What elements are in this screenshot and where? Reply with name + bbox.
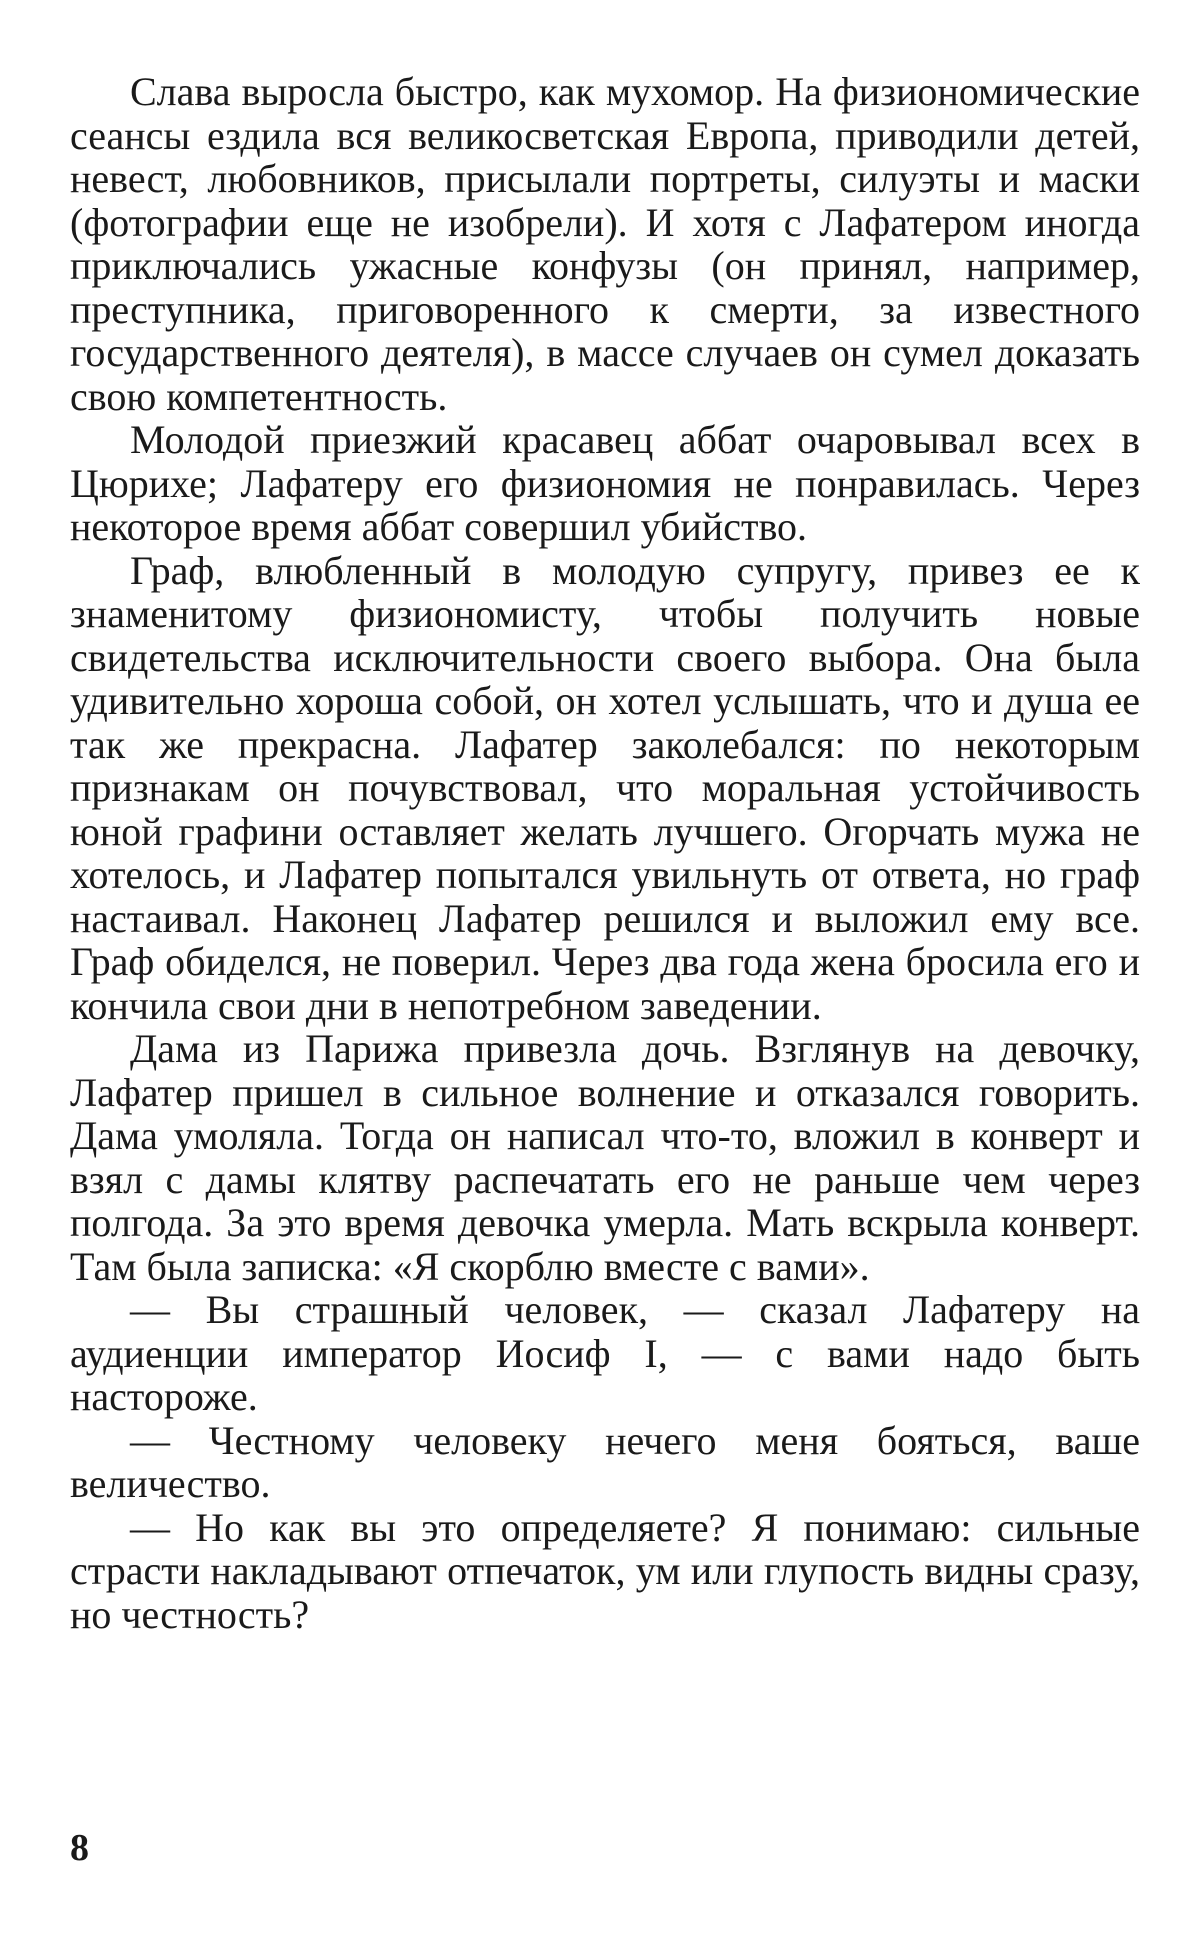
paragraph-5: — Вы страшный человек, — сказал Лафатеру на аудиенции император Иосиф I, — с вами надо быть настороже.: [70, 1287, 1140, 1419]
book-page: [70, 70, 1140, 1910]
body-text: [70, 70, 1140, 1636]
paragraph-1: Слава выросла быстро, как мухомор. На физиономические сеансы ездила вся великосветская Европа, приводили детей, невест, любовников, присылали портреты, силуэты и маски (фотографии еще не изобрели). И хотя с Лафатером иногда приключались ужасные конфузы (он принял, например, преступника, приговоренного к смерти, за известного государственного деятеля), в массе случаев он сумел доказать свою компетентность.: [70, 69, 1140, 419]
paragraph-4: Дама из Парижа привезла дочь. Взглянув на девочку, Лафатер пришел в сильное волнение и отказался говорить. Дама умоляла. Тогда он написал что-то, вложил в конверт и взял с дамы клятву распечатать его не раньше чем через полгода. За это время девочка умерла. Мать вскрыла конверт. Там была записка: «Я скорблю вместе с вами».: [70, 1026, 1140, 1289]
paragraph-2: Молодой приезжий красавец аббат очаровывал всех в Цюрихе; Лафатеру его физиономия не понравилась. Через некоторое время аббат совершил убийство.: [70, 417, 1140, 549]
paragraph-7: — Но как вы это определяете? Я понимаю: сильные страсти накладывают отпечаток, ум или глупость видны сразу, но честность?: [70, 1504, 1140, 1637]
paragraph-6: — Честному человеку нечего меня бояться, ваше величество.: [70, 1417, 1140, 1506]
page-number: 8: [70, 1827, 89, 1869]
paragraph-3: Граф, влюбленный в молодую супругу, привез ее к знаменитому физиономисту, чтобы получить новые свидетельства исключительности своего выбора. Она была удивительно хороша собой, он хотел услышать, что и душа ее так же прекрасна. Лафатер заколебался: по некоторым признакам он почувствовал, что моральная устойчивость юной графини оставляет желать лучшего. Огорчать мужа не хотелось, и Лафатер попытался увильнуть от ответа, но граф настаивал. Наконец Лафатер решился и выложил ему все. Граф обиделся, не поверил. Через два года жена бросила его и кончила свои дни в непотребном заведении.: [70, 547, 1140, 1028]
